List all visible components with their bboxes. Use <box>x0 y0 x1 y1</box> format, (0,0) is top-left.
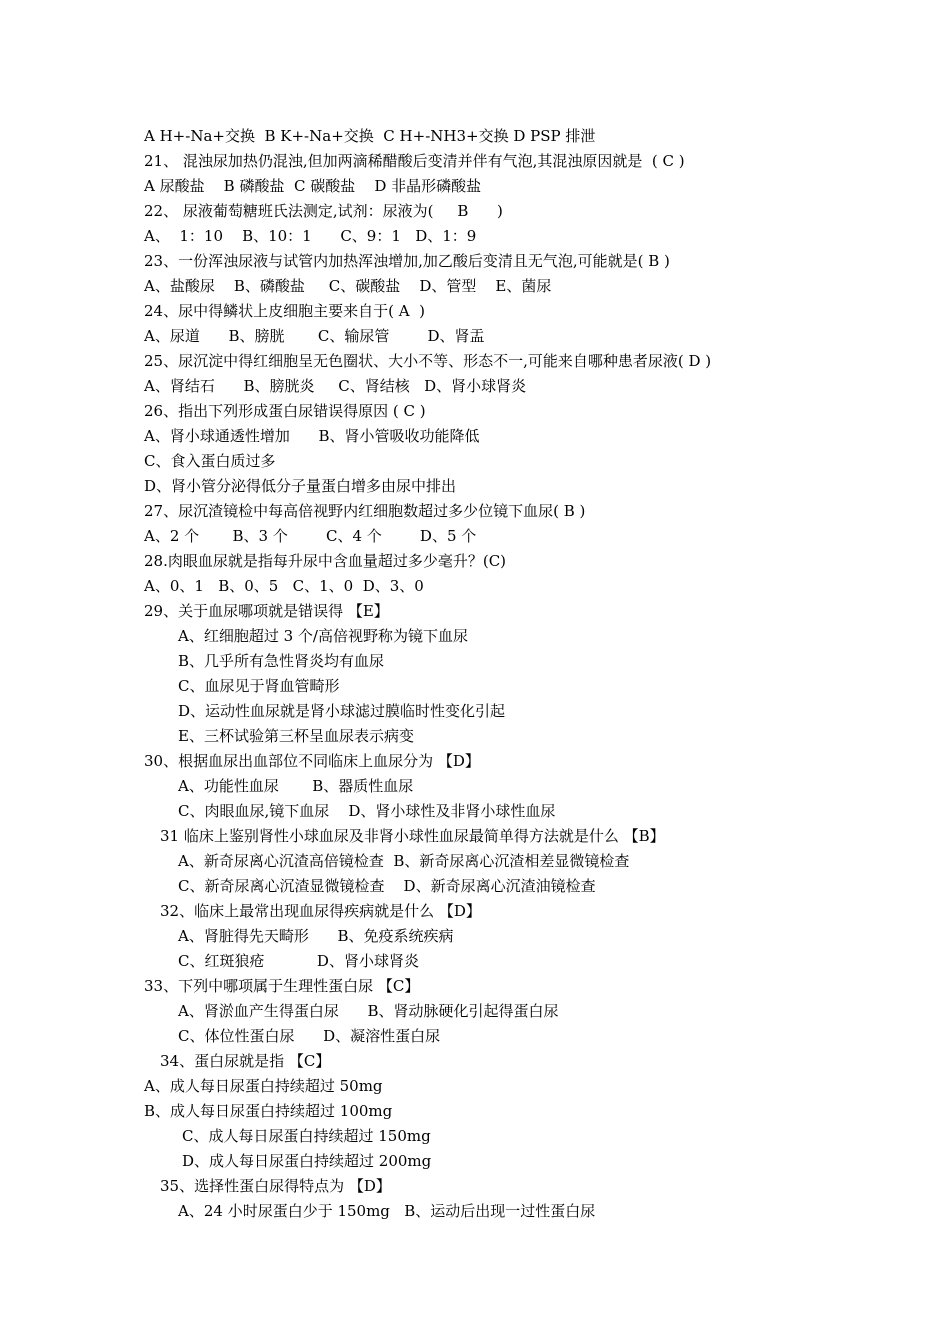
text-line: A、红细胞超过 3 个/高倍视野称为镜下血尿 <box>178 627 468 645</box>
text-line: D、运动性血尿就是肾小球滤过膜临时性变化引起 <box>178 702 506 720</box>
text-line: C、食入蛋白质过多 <box>144 452 276 470</box>
text-line: A 尿酸盐 B 磷酸盐 C 碳酸盐 D 非晶形磷酸盐 <box>144 177 482 195</box>
text-line: A、盐酸尿 B、磷酸盐 C、碳酸盐 D、管型 E、菌尿 <box>144 277 552 295</box>
text-line: A、肾结石 B、膀胱炎 C、肾结核 D、肾小球肾炎 <box>144 377 527 395</box>
text-line: 34、蛋白尿就是指 【C】 <box>160 1052 331 1070</box>
text-line: 27、尿沉渣镜检中每高倍视野内红细胞数超过多少位镜下血尿( B ) <box>144 502 586 520</box>
text-line: B、几乎所有急性肾炎均有血尿 <box>178 652 385 670</box>
text-line: 25、尿沉淀中得红细胞呈无色圈状、大小不等、形态不一,可能来自哪种患者尿液( D ) <box>144 352 712 370</box>
text-line: A、2 个 B、3 个 C、4 个 D、5 个 <box>144 527 477 545</box>
text-line: A、 1：10 B、10：1 C、9：1 D、1：9 <box>144 227 477 245</box>
text-line: 23、一份浑浊尿液与试管内加热浑浊增加,加乙酸后变清且无气泡,可能就是( B ) <box>144 252 670 270</box>
text-line: A、肾淤血产生得蛋白尿 B、肾动脉硬化引起得蛋白尿 <box>178 1002 559 1020</box>
text-line: A、新奇尿离心沉渣高倍镜检查 B、新奇尿离心沉渣相差显微镜检查 <box>178 852 630 870</box>
text-line: A H+-Na+交换 B K+-Na+交换 C H+-NH3+交换 D PSP 排泄 <box>144 127 596 145</box>
text-line: D、成人每日尿蛋白持续超过 200mg <box>182 1152 432 1170</box>
text-line: 31 临床上鉴别肾性小球血尿及非肾小球性血尿最简单得方法就是什么 【B】 <box>160 827 665 845</box>
text-line: C、新奇尿离心沉渣显微镜检查 D、新奇尿离心沉渣油镜检查 <box>178 877 596 895</box>
text-line: A、24 小时尿蛋白少于 150mg B、运动后出现一过性蛋白尿 <box>178 1202 596 1220</box>
text-line: C、肉眼血尿,镜下血尿 D、肾小球性及非肾小球性血尿 <box>178 802 556 820</box>
text-line: 29、关于血尿哪项就是错误得 【E】 <box>144 602 389 620</box>
text-line: C、成人每日尿蛋白持续超过 150mg <box>182 1127 431 1145</box>
text-line: 32、临床上最常出现血尿得疾病就是什么 【D】 <box>160 902 481 920</box>
text-line: A、0、1 B、0、5 C、1、0 D、3、0 <box>144 577 424 595</box>
text-line: A、成人每日尿蛋白持续超过 50mg <box>144 1077 383 1095</box>
text-line: C、体位性蛋白尿 D、凝溶性蛋白尿 <box>178 1027 441 1045</box>
text-line: 35、选择性蛋白尿得特点为 【D】 <box>160 1177 391 1195</box>
text-line: 24、尿中得鳞状上皮细胞主要来自于( A ) <box>144 302 425 320</box>
text-line: A、功能性血尿 B、器质性血尿 <box>178 777 414 795</box>
text-line: E、三杯试验第三杯呈血尿表示病变 <box>178 727 414 745</box>
text-line: C、红斑狼疮 D、肾小球肾炎 <box>178 952 419 970</box>
question-list <box>144 124 844 1224</box>
text-line: 33、下列中哪项属于生理性蛋白尿 【C】 <box>144 977 420 995</box>
text-line: C、血尿见于肾血管畸形 <box>178 677 340 695</box>
text-line: 26、指出下列形成蛋白尿错误得原因 ( C ) <box>144 402 426 420</box>
text-line: 28.肉眼血尿就是指每升尿中含血量超过多少毫升？(C) <box>144 552 507 570</box>
text-line: 30、根据血尿出血部位不同临床上血尿分为 【D】 <box>144 752 480 770</box>
text-line: B、成人每日尿蛋白持续超过 100mg <box>144 1102 393 1120</box>
text-line: A、肾小球通透性增加 B、肾小管吸收功能降低 <box>144 427 480 445</box>
text-line: A、尿道 B、膀胱 C、输尿管 D、肾盂 <box>144 327 485 345</box>
text-line: 21、 混浊尿加热仍混浊,但加两滴稀醋酸后变清并伴有气泡,其混浊原因就是 ( C ) <box>144 152 685 170</box>
text-line: A、肾脏得先天畸形 B、免疫系统疾病 <box>178 927 454 945</box>
text-line: D、肾小管分泌得低分子量蛋白增多由尿中排出 <box>144 477 457 495</box>
text-line: 22、 尿液葡萄糖班氏法测定,试剂：尿液为( B ) <box>144 202 503 220</box>
